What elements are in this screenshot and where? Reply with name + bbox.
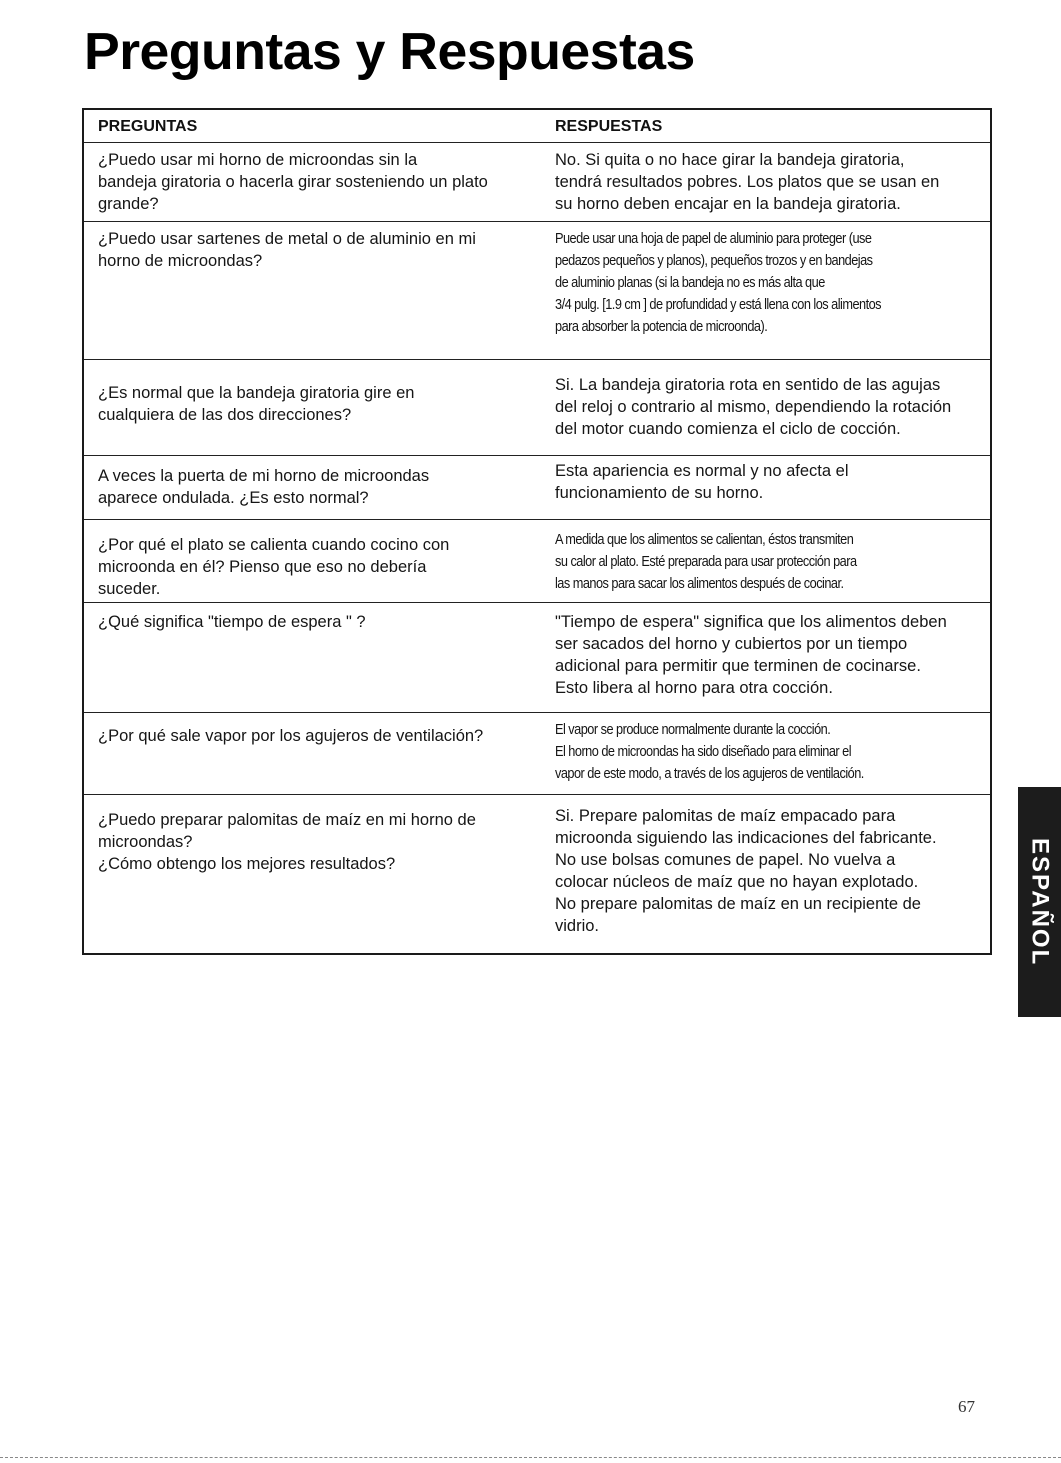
table-row: [84, 519, 990, 602]
question-text: ¿Por qué sale vapor por los agujeros de ventilación?: [98, 727, 484, 745]
answer-text: A medida que los alimentos se calientan, éstos transmiten su calor al plato. Esté preparada para usar protección para las manos para sacar los alimentos después de cocinar.: [555, 532, 857, 592]
qa-table: [82, 108, 992, 955]
table-row: [84, 221, 990, 359]
table-row: [84, 359, 990, 455]
bottom-divider: [0, 1457, 1061, 1458]
answer-text: Puede usar una hoja de papel de aluminio para proteger (use pedazos pequeños y planos), pequeños trozos y en bandejas de aluminio planas (si la bandeja no es más alta que 3/4 pulg. [1.9 cm ] de profundidad y está llena con los alimentos para absorber la potencia de microonda).: [555, 231, 882, 335]
question-text: ¿Es normal que la bandeja giratoria gire en cualquiera de las dos direcciones?: [98, 384, 415, 424]
answer-text: Si. La bandeja giratoria rota en sentido de las agujas del reloj o contrario al mismo, dependiendo la rotación del motor cuando comienza el ciclo de cocción.: [555, 376, 952, 438]
question-text: ¿Qué significa "tiempo de espera " ?: [98, 613, 366, 631]
question-text: ¿Puedo usar mi horno de microondas sin la bandeja giratoria o hacerla girar sosteniendo un plato grande?: [98, 151, 488, 213]
table-row: [84, 794, 990, 953]
table-header-row: [84, 110, 990, 142]
column-header-questions: PREGUNTAS: [98, 118, 198, 135]
question-text: ¿Puedo preparar palomitas de maíz en mi horno de microondas? ¿Cómo obtengo los mejores resultados?: [98, 811, 476, 873]
language-tab-label: ESPAÑOL: [1026, 837, 1054, 967]
table-row: [84, 602, 990, 712]
page-title: Preguntas y Respuestas: [84, 23, 695, 81]
table-row: [84, 455, 990, 519]
answer-text: Si. Prepare palomitas de maíz empacado para microonda siguiendo las indicaciones del fabricante. No use bolsas comunes de papel. No vuelva a colocar núcleos de maíz que no hayan explotado. No prepare palomitas de maíz en un recipiente de vidrio.: [555, 807, 937, 935]
question-text: ¿Puedo usar sartenes de metal o de aluminio en mi horno de microondas?: [98, 230, 476, 270]
table-row: [84, 142, 990, 221]
answer-text: "Tiempo de espera" significa que los alimentos deben ser sacados del horno y cubiertos por un tiempo adicional para permitir que terminen de cocinarse. Esto libera al horno para otra cocción.: [555, 613, 947, 697]
page-number: 67: [958, 1397, 975, 1416]
table-row: [84, 712, 990, 794]
answer-text: Esta apariencia es normal y no afecta el funcionamiento de su horno.: [555, 462, 849, 502]
question-text: A veces la puerta de mi horno de microondas aparece ondulada. ¿Es esto normal?: [98, 467, 430, 507]
answer-text: No. Si quita o no hace girar la bandeja giratoria, tendrá resultados pobres. Los platos que se usan en su horno deben encajar en la bandeja giratoria.: [555, 151, 940, 213]
answer-text: El vapor se produce normalmente durante la cocción. El horno de microondas ha sido diseñado para eliminar el vapor de este modo, a través de los agujeros de ventilación.: [555, 722, 864, 782]
column-header-answers: RESPUESTAS: [555, 118, 663, 135]
language-tab: [1018, 787, 1061, 1017]
question-text: ¿Por qué el plato se calienta cuando cocino con microonda en él? Pienso que eso no debería suceder.: [98, 536, 450, 598]
